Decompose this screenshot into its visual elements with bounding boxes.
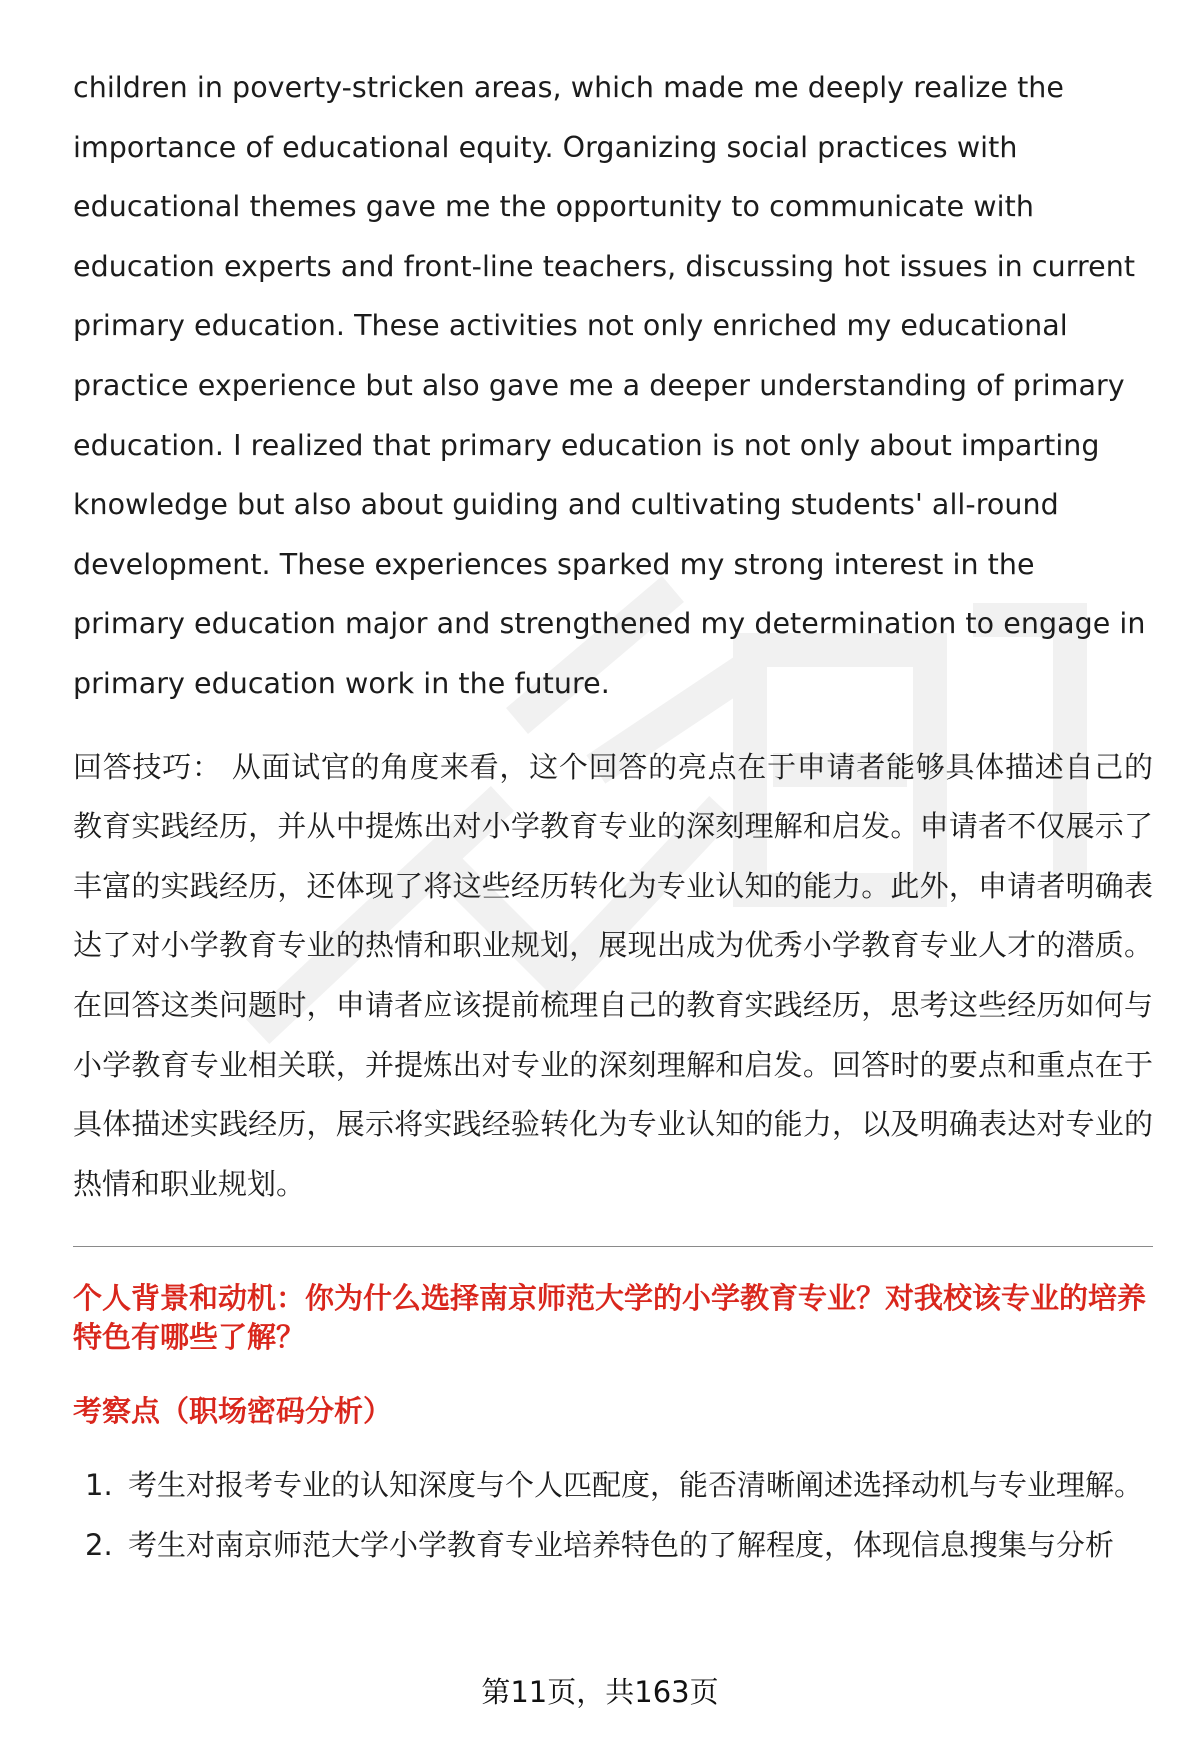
section-divider (73, 1246, 1153, 1247)
answer-tip-text: 从面试官的角度来看，这个回答的亮点在于申请者能够具体描述自己的教育实践经历，并从中提炼出对小学教育专业的深刻理解和启发。申请者不仅展示了丰富的实践经历，还体现了将这些经历转化为专业认知的能力。此外，申请者明确表达了对小学教育专业的热情和职业规划，展现出成为优秀小学教育专业人才的潜质。在回答这类问题时，申请者应该提前梳理自己的教育实践经历，思考这些经历如何与小学教育专业相关联，并提炼出对专业的深刻理解和启发。回答时的要点和重点在于具体描述实践经历，展示将实践经验转化为专业认知的能力，以及明确表达对专业的热情和职业规划。 (73, 749, 1153, 1201)
list-item-text: 考生对南京师范大学小学教育专业培养特色的了解程度，体现信息搜集与分析 (128, 1527, 1115, 1562)
list-item-number: 1. (85, 1468, 113, 1503)
answer-tip-label: 回答技巧： (73, 749, 222, 784)
list-item-text: 考生对报考专业的认知深度与个人匹配度，能否清晰阐述选择动机与专业理解。 (128, 1468, 1144, 1503)
document-body (73, 58, 1153, 1575)
english-answer-paragraph: children in poverty-stricken areas, which made me deeply realize the importance of educational equity. Organizing social practices with educational themes gave me the opportunity to communicate with education experts and front-line teachers, discussing hot issues in current primary education. These activities not only enriched my educational practice experience but also gave me a deeper understanding of primary education. I realized that primary education is not only about imparting knowledge but also about guiding and cultivating students' all-round development. These experiences sparked my strong interest in the primary education major and strengthened my determination to engage in primary education work in the future. (73, 71, 1146, 700)
list-item (73, 1516, 1153, 1576)
list-item (73, 1456, 1153, 1516)
list-item-number: 2. (85, 1527, 113, 1562)
page-number-footer: 第11页，共163页 (481, 1675, 719, 1709)
exam-points-title: 考察点（职场密码分析） (73, 1394, 393, 1429)
exam-points-list (73, 1456, 1153, 1575)
question-heading: 个人背景和动机：你为什么选择南京师范大学的小学教育专业？对我校该专业的培养特色有哪些了解？ (73, 1281, 1147, 1355)
answer-tip-paragraph (73, 738, 1153, 1215)
